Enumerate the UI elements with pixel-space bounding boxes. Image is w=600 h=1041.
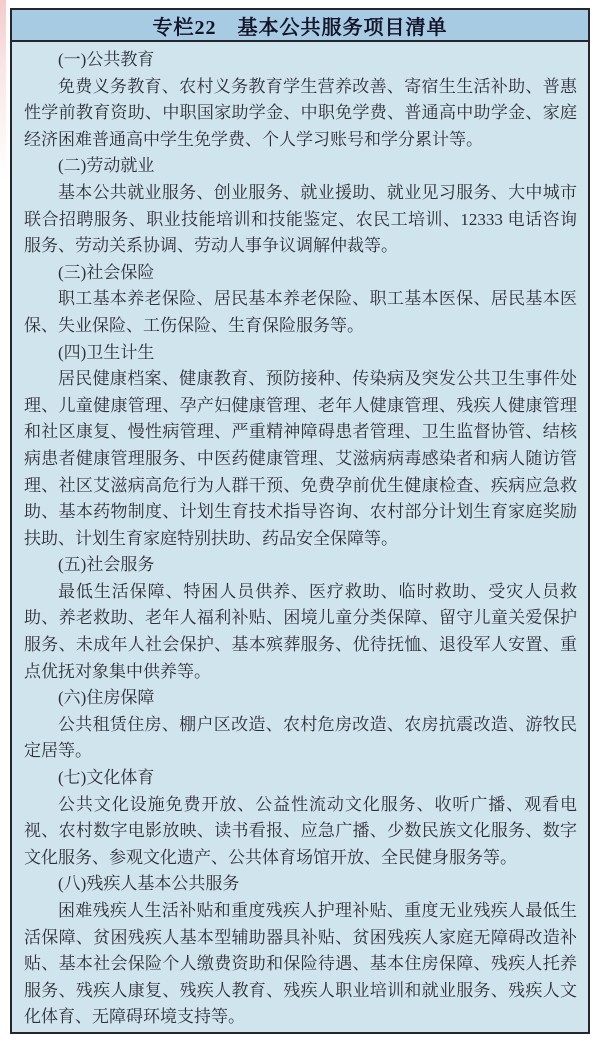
- section: [24, 153, 577, 259]
- panel-header: [12, 10, 588, 42]
- section: [24, 340, 577, 553]
- section: [24, 765, 577, 871]
- section-body: 居民健康档案、健康教育、预防接种、传染病及突发公共卫生事件处理、儿童健康管理、孕产妇健康管理、老年人健康管理、残疾人健康管理和社区康复、慢性病管理、严重精神障碍患者管理、卫生监督协管、结核病患者健康管理服务、中医药健康管理、艾滋病病毒感染者和病人随访管理、社区艾滋病高危行为人群干预、免费孕前优生健康检查、疾病应急救助、基本药物制度、计划生育技术指导咨询、农村部分计划生育家庭奖励扶助、计划生育家庭特别扶助、药品安全保障等。: [24, 369, 577, 548]
- section-heading: (六)住房保障: [58, 688, 155, 708]
- section-heading: (四)卫生计生: [58, 342, 155, 362]
- section-body: 职工基本养老保险、居民基本养老保险、职工基本医保、居民基本医保、失业保险、工伤保险、生育保险服务等。: [24, 289, 577, 335]
- section: [24, 871, 577, 1031]
- section: [24, 685, 577, 765]
- panel-title: 专栏22 基本公共服务项目清单: [152, 16, 448, 39]
- section: [24, 260, 577, 340]
- section-heading: (三)社会保险: [58, 262, 155, 282]
- section-heading: (七)文化体育: [58, 768, 155, 788]
- section: [24, 47, 577, 153]
- section-body: 公共文化设施免费开放、公益性流动文化服务、收听广播、观看电视、农村数字电影放映、读书看报、应急广播、少数民族文化服务、数字文化服务、参观文化遗产、公共体育场馆开放、全民健身服务等。: [24, 794, 577, 867]
- section-body: 免费义务教育、农村义务教育学生营养改善、寄宿生生活补助、普惠性学前教育资助、中职国家助学金、中职免学费、普通高中助学金、家庭经济困难普通高中学生免学费、个人学习账号和学分累计等。: [24, 76, 577, 149]
- section-body: 公共租赁住房、棚户区改造、农村危房改造、农房抗震改造、游牧民定居等。: [24, 714, 577, 761]
- section-heading: (一)公共教育: [58, 50, 155, 69]
- document-panel: [10, 8, 590, 1034]
- panel-body: [12, 42, 588, 1034]
- section-body: 困难残疾人生活补贴和重度残疾人护理补贴、重度无业残疾人最低生活保障、贫困残疾人基本型辅助器具补贴、贫困残疾人家庭无障碍改造补贴、基本社会保险个人缴费资助和保险待遇、基本住房保障、残疾人托养服务、残疾人康复、残疾人教育、残疾人职业培训和就业服务、残疾人文化体育、无障碍环境支持等。: [24, 901, 577, 1027]
- section-heading: (五)社会服务: [58, 555, 155, 575]
- section-heading: (八)残疾人基本公共服务: [58, 874, 240, 894]
- section-body: 最低生活保障、特困人员供养、医疗救助、临时救助、受灾人员救助、养老救助、老年人福利补贴、困境儿童分类保障、留守儿童关爱保护服务、未成年人社会保护、基本殡葬服务、优待抚恤、退役军人安置、重点优抚对象集中供养等。: [24, 581, 577, 681]
- scan-edge-artifact: [0, 0, 6, 180]
- section: [24, 552, 577, 685]
- section-heading: (二)劳动就业: [58, 156, 155, 176]
- section-body: 基本公共就业服务、创业服务、就业援助、就业见习服务、大中城市联合招聘服务、职业技能培训和技能鉴定、农民工培训、12333 电话咨询服务、劳动关系协调、劳动人事争议调解仲裁等。: [24, 182, 577, 256]
